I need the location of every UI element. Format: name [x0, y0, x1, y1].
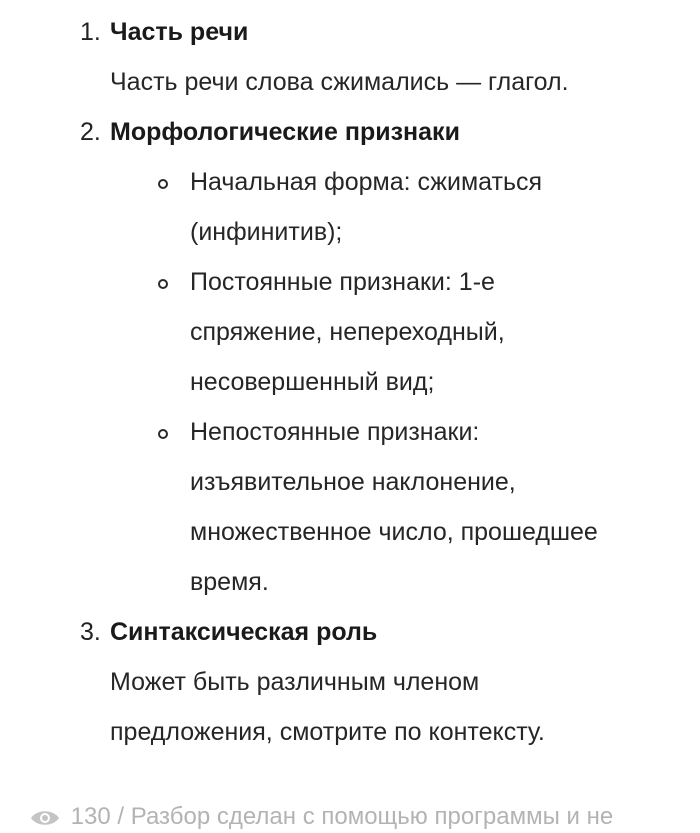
- item-3-line-3: множественное число, прошедшее: [190, 518, 598, 546]
- eye-icon: [30, 808, 60, 828]
- section-3-title: Синтаксическая роль: [110, 618, 378, 646]
- section-1-title: Часть речи: [110, 18, 249, 46]
- bullet-icon: [158, 279, 168, 289]
- item-1-line-2: (инфинитив);: [190, 218, 343, 246]
- item-3-line-2: изъявительное наклонение,: [190, 468, 516, 496]
- section-3-text-line-2: предложения, смотрите по контексту.: [110, 718, 545, 746]
- section-3-text-line-1: Может быть различным членом: [110, 668, 480, 696]
- section-2-title: Морфологические признаки: [110, 118, 460, 146]
- item-2-line-1: Постоянные признаки: 1-е: [190, 268, 495, 296]
- item-2-line-2: спряжение, непереходный,: [190, 318, 505, 346]
- footer-meta: [0, 800, 700, 833]
- bullet-icon: [158, 179, 168, 189]
- footer-note: Разбор сделан с помощью программы и не: [130, 803, 614, 830]
- view-count: 130: [70, 803, 111, 830]
- section-1-number: 1.: [80, 18, 101, 46]
- item-1-line-1: Начальная форма: сжиматься: [190, 168, 543, 196]
- section-2-number: 2.: [80, 118, 101, 146]
- item-2-line-3: несовершенный вид;: [190, 368, 435, 396]
- section-3-number: 3.: [80, 618, 101, 646]
- footer-separator: /: [117, 803, 125, 830]
- item-3-line-4: время.: [190, 568, 269, 596]
- item-3-line-1: Непостоянные признаки:: [190, 418, 480, 446]
- bullet-icon: [158, 429, 168, 439]
- section-1-text-line-1: Часть речи слова сжимались — глагол.: [110, 68, 569, 96]
